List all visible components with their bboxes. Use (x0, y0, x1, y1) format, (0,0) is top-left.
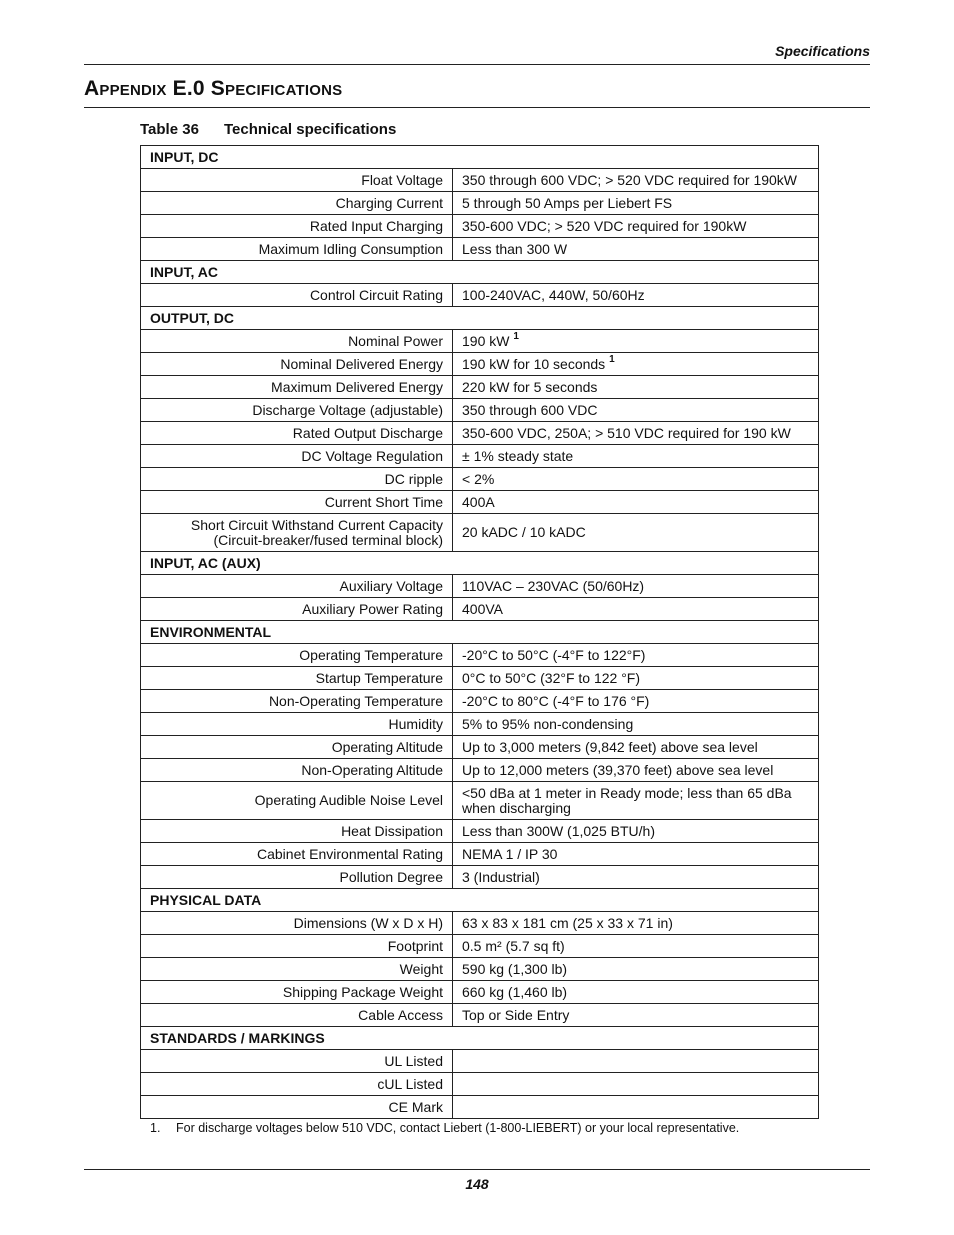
table-row (141, 399, 819, 422)
spec-label-text: Non-Operating Temperature (268, 693, 443, 709)
spec-value-text: ± 1% steady state (462, 448, 574, 464)
spec-label (141, 468, 453, 491)
spec-value-text: < 2% (462, 471, 495, 487)
spec-value (453, 713, 819, 736)
spec-label (141, 491, 453, 514)
section-header-row (141, 261, 819, 284)
table-row (141, 422, 819, 445)
table-row (141, 468, 819, 491)
spec-label (141, 958, 453, 981)
table-row (141, 912, 819, 935)
spec-value-text: NEMA 1 / IP 30 (462, 846, 558, 862)
spec-value (453, 284, 819, 307)
spec-value (453, 912, 819, 935)
table-row (141, 514, 819, 552)
footnote-number: 1. (150, 1121, 161, 1135)
spec-value (453, 169, 819, 192)
spec-label-text: Nominal Delivered Energy (280, 356, 443, 372)
spec-value-text: 63 x 83 x 181 cm (25 x 33 x 71 in) (462, 915, 673, 931)
spec-label-text: Heat Dissipation (341, 823, 443, 839)
spec-label (141, 981, 453, 1004)
table-row (141, 238, 819, 261)
table-row (141, 215, 819, 238)
section-heading: STANDARDS / MARKINGS (141, 1027, 819, 1050)
spec-label (141, 422, 453, 445)
spec-value-text: 660 kg (1,460 lb) (462, 984, 568, 1000)
spec-label-text: Footprint (387, 938, 443, 954)
section-header-row (141, 889, 819, 912)
spec-value (453, 843, 819, 866)
spec-label (141, 736, 453, 759)
spec-value (453, 353, 819, 376)
footnote-reference: 1 (513, 331, 519, 343)
spec-label (141, 843, 453, 866)
spec-label-text: Short Circuit Withstand Current Capacity (190, 516, 443, 533)
spec-label (141, 759, 453, 782)
spec-value (453, 598, 819, 621)
section-header-row (141, 307, 819, 330)
spec-label-text: Cabinet Environmental Rating (257, 846, 443, 862)
spec-label (141, 514, 453, 552)
table-row (141, 376, 819, 399)
spec-label-text: Operating Temperature (299, 647, 443, 663)
spec-label-text: Nominal Power (348, 333, 443, 349)
spec-value-text: 3 (Industrial) (462, 869, 540, 885)
table-row (141, 1073, 819, 1096)
section-heading: INPUT, AC (141, 261, 819, 284)
spec-value (453, 1096, 819, 1119)
spec-value (453, 1050, 819, 1073)
table-row (141, 353, 819, 376)
table-row (141, 690, 819, 713)
section-heading: PHYSICAL DATA (141, 889, 819, 912)
spec-value-text: <50 dBa at 1 meter in Ready mode; less than 65 dBa when discharging (462, 784, 792, 816)
spec-value-text: 400VA (462, 601, 503, 617)
table-row (141, 1004, 819, 1027)
spec-value (453, 736, 819, 759)
spec-value-text: 350 through 600 VDC; > 520 VDC required for 190kW (462, 172, 798, 188)
spec-label (141, 238, 453, 261)
table-row (141, 866, 819, 889)
spec-value (453, 1073, 819, 1096)
spec-label-text: Operating Altitude (331, 739, 443, 755)
spec-label (141, 690, 453, 713)
table-row (141, 820, 819, 843)
spec-value (453, 422, 819, 445)
spec-value-text: 0.5 m² (5.7 sq ft) (462, 938, 565, 954)
spec-label (141, 935, 453, 958)
spec-value (453, 958, 819, 981)
table-row (141, 575, 819, 598)
spec-value-text: -20°C to 80°C (-4°F to 176 °F) (462, 693, 650, 709)
spec-value (453, 690, 819, 713)
spec-label-text: Control Circuit Rating (309, 287, 443, 303)
spec-value-text: 350-600 VDC, 250A; > 510 VDC required for 190 kW (462, 425, 791, 441)
spec-value (453, 981, 819, 1004)
spec-label-text: Pollution Degree (339, 869, 443, 885)
header-rule (84, 64, 870, 65)
table-row (141, 192, 819, 215)
spec-value-text: Up to 12,000 meters (39,370 feet) above sea level (462, 762, 774, 778)
spec-value (453, 215, 819, 238)
spec-label (141, 713, 453, 736)
spec-label-text: Non-Operating Altitude (301, 762, 443, 778)
spec-value (453, 782, 819, 820)
section-heading: INPUT, DC (141, 146, 819, 169)
spec-label-text: Float Voltage (361, 172, 443, 188)
spec-value (453, 399, 819, 422)
table-row (141, 736, 819, 759)
table-row (141, 667, 819, 690)
spec-value (453, 376, 819, 399)
spec-label (141, 1050, 453, 1073)
spec-value (453, 667, 819, 690)
section-heading: OUTPUT, DC (141, 307, 819, 330)
spec-label-text: Weight (399, 961, 443, 977)
spec-label-subtext: (Circuit-breaker/fused terminal block) (213, 531, 443, 548)
spec-label-text: Dimensions (W x D x H) (293, 915, 443, 931)
table-row (141, 935, 819, 958)
spec-label (141, 284, 453, 307)
spec-label (141, 399, 453, 422)
footnote-text: For discharge voltages below 510 VDC, contact Liebert (1-800-LIEBERT) or your local representative. (176, 1121, 740, 1135)
spec-value-text: 190 kW for 10 seconds (462, 356, 606, 372)
section-header-row (141, 146, 819, 169)
spec-label-text: Charging Current (335, 195, 443, 211)
spec-value-text: -20°C to 50°C (-4°F to 122°F) (462, 647, 646, 663)
spec-value (453, 935, 819, 958)
section-heading: INPUT, AC (AUX) (141, 552, 819, 575)
spec-value-text: 110VAC – 230VAC (50/60Hz) (462, 578, 645, 594)
spec-label-text: Cable Access (358, 1007, 443, 1023)
table-caption (140, 121, 396, 138)
spec-value-text: 0°C to 50°C (32°F to 122 °F) (462, 670, 641, 686)
spec-label-text: Discharge Voltage (adjustable) (252, 402, 443, 418)
table-row (141, 782, 819, 820)
spec-value (453, 644, 819, 667)
spec-label-text: DC Voltage Regulation (301, 448, 443, 464)
table-row (141, 445, 819, 468)
spec-label-text: Startup Temperature (315, 670, 443, 686)
spec-value (453, 866, 819, 889)
spec-label (141, 667, 453, 690)
spec-value (453, 491, 819, 514)
spec-value-text: Less than 300 W (462, 241, 568, 257)
spec-label-text: UL Listed (384, 1053, 443, 1069)
spec-value-text: Up to 3,000 meters (9,842 feet) above sea level (462, 739, 758, 755)
spec-label (141, 169, 453, 192)
spec-value (453, 514, 819, 552)
table-row (141, 981, 819, 1004)
spec-label-text: DC ripple (384, 471, 443, 487)
specifications-table-body (141, 146, 819, 1119)
spec-label-text: CE Mark (388, 1099, 443, 1115)
spec-label (141, 782, 453, 820)
section-heading: ENVIRONMENTAL (141, 621, 819, 644)
spec-label (141, 866, 453, 889)
table-row (141, 330, 819, 353)
spec-label-text: Rated Output Discharge (292, 425, 443, 441)
spec-value-text: Top or Side Entry (462, 1007, 570, 1023)
spec-value (453, 445, 819, 468)
spec-label (141, 1073, 453, 1096)
spec-value-text: 190 kW (462, 333, 510, 349)
spec-value (453, 330, 819, 353)
table-row (141, 843, 819, 866)
table-row (141, 958, 819, 981)
spec-label-text: Operating Audible Noise Level (254, 792, 443, 808)
spec-value (453, 575, 819, 598)
spec-value (453, 759, 819, 782)
spec-label (141, 1096, 453, 1119)
spec-value-text: 100-240VAC, 440W, 50/60Hz (462, 287, 645, 303)
spec-label (141, 644, 453, 667)
table-row (141, 1096, 819, 1119)
appendix-title: Appendix E.0 Specifications (84, 77, 343, 100)
spec-label-text: Maximum Idling Consumption (258, 241, 443, 257)
table-title: Technical specifications (224, 121, 397, 138)
footnote (150, 1121, 739, 1135)
footnote-reference: 1 (609, 354, 615, 366)
spec-label (141, 215, 453, 238)
spec-label-text: Current Short Time (324, 494, 443, 510)
table-row (141, 169, 819, 192)
spec-label (141, 353, 453, 376)
spec-value-text: 20 kADC / 10 kADC (462, 524, 586, 540)
title-rule (84, 107, 870, 108)
spec-value-text: 350 through 600 VDC (462, 402, 598, 418)
spec-value (453, 820, 819, 843)
spec-label-text: Shipping Package Weight (282, 984, 443, 1000)
spec-value (453, 192, 819, 215)
spec-label (141, 192, 453, 215)
spec-label-text: Auxiliary Power Rating (302, 601, 443, 617)
spec-label (141, 1004, 453, 1027)
table-row (141, 284, 819, 307)
table-row (141, 1050, 819, 1073)
spec-label (141, 575, 453, 598)
table-row (141, 644, 819, 667)
specifications-table (140, 145, 819, 1119)
table-row (141, 598, 819, 621)
spec-label (141, 445, 453, 468)
spec-label (141, 912, 453, 935)
spec-value (453, 238, 819, 261)
spec-value-text: 5 through 50 Amps per Liebert FS (462, 195, 673, 211)
table-row (141, 713, 819, 736)
spec-label (141, 330, 453, 353)
table-row (141, 759, 819, 782)
spec-value-text: 350-600 VDC; > 520 VDC required for 190kW (462, 218, 747, 234)
spec-label (141, 376, 453, 399)
running-header: Specifications (775, 43, 870, 59)
spec-label (141, 820, 453, 843)
spec-label (141, 598, 453, 621)
table-row (141, 491, 819, 514)
spec-label-text: cUL Listed (377, 1076, 443, 1092)
table-number: Table 36 (140, 121, 199, 138)
footer-rule (84, 1169, 870, 1170)
spec-label-text: Maximum Delivered Energy (271, 379, 443, 395)
page-number: 148 (465, 1176, 489, 1192)
spec-value-text: Less than 300W (1,025 BTU/h) (462, 823, 655, 839)
section-header-row (141, 1027, 819, 1050)
section-header-row (141, 552, 819, 575)
spec-value (453, 1004, 819, 1027)
spec-value-text: 590 kg (1,300 lb) (462, 961, 568, 977)
spec-label-text: Rated Input Charging (309, 218, 443, 234)
section-header-row (141, 621, 819, 644)
spec-label-text: Humidity (388, 716, 443, 732)
spec-value-text: 5% to 95% non-condensing (462, 716, 634, 732)
spec-value-text: 220 kW for 5 seconds (462, 379, 598, 395)
spec-label-text: Auxiliary Voltage (339, 578, 443, 594)
spec-value (453, 468, 819, 491)
spec-value-text: 400A (462, 494, 495, 510)
